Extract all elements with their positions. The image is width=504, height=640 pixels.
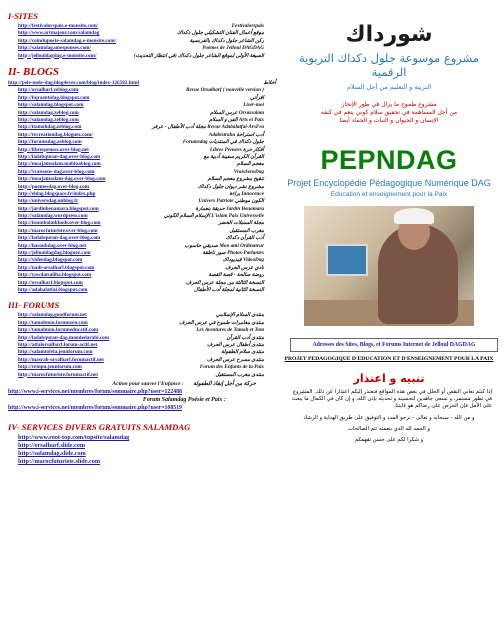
link-title: منتدى مغامرات طموح في عرس الحرف — [179, 319, 264, 326]
link-title: معجم السلام — [236, 161, 264, 168]
list-item[interactable] — [8, 243, 276, 250]
link-url[interactable]: http://universdag.unblog.fr — [18, 198, 79, 205]
link-title: النسخة الثانية لمجلة أدب الأطفال — [193, 287, 264, 293]
link-url[interactable]: http://tamohtom.forumzen.com — [18, 319, 88, 326]
link-title: النسخة الثالثة من مجلة عرس الحرف — [185, 279, 264, 286]
link-title: روضة صالحة - قصة القصة — [208, 272, 264, 279]
link-title: حديقة بنعمارة Jardin Benamara — [195, 205, 264, 212]
link-title: منتدى أطفال عرس الحرف — [206, 341, 264, 348]
link-title: مغرب المستقبل — [229, 227, 264, 234]
blog-lead-url[interactable]: http://pele-mele-dag.blog4ever.com/blog/index-126582.html — [8, 79, 140, 86]
link-url[interactable]: http://moajamsalam-dag.over-blog.com — [18, 176, 106, 183]
link-title: منتدى السلام الإسلامي — [215, 312, 264, 319]
link-url[interactable]: http://rempu.jeunforum.com — [18, 364, 82, 371]
list-item[interactable] — [8, 335, 276, 342]
list-item[interactable] — [8, 38, 276, 45]
forum-action-title: حركة من أجل إنقاذ الطفولة — [193, 380, 256, 387]
list-item[interactable] — [8, 45, 276, 52]
service-link-3[interactable]: http://salamdag.slide.com — [18, 449, 86, 457]
link-title: Forum des Enfants de la Paix — [199, 364, 264, 371]
arabic-tagline: التربية و التعليم من أجل السلام — [346, 83, 432, 91]
link-title: منتدى أدب القرآن — [226, 334, 264, 341]
section-title-services: IV- SERVICES DIVERS GRATUITS SALAMDAG — [8, 421, 191, 432]
section-title-forums: III- FORUMS — [8, 300, 60, 311]
link-url[interactable]: http://forumsdag.zeblog.com — [18, 139, 82, 146]
list-item[interactable] — [8, 154, 276, 161]
link-title: Forumsdag جلول دكداك في المنتديات — [182, 139, 264, 146]
link-url[interactable]: http://salamtofela.jeunforum.com — [18, 349, 93, 356]
forums-list — [8, 312, 276, 379]
link-title: صور ناطقة Photos-Parlantes — [202, 250, 264, 257]
link-title: مجلة أدب الأطفال - عرفر Revue Adabalatfal-ArsFra — [151, 124, 264, 131]
list-item[interactable] — [8, 198, 276, 205]
link-url[interactable]: http://librespenses.over-blog.net — [18, 146, 89, 153]
link-url[interactable]: http://salamdag.goodforum.net — [18, 312, 87, 319]
section-title-sites: I-SITES — [8, 11, 39, 21]
link-title: Poèmes de Jelloul DAGDAG — [202, 45, 264, 52]
arabic-logo: شورداك — [345, 22, 433, 47]
link-title: Adabistraha أدب استراحة — [208, 131, 264, 138]
link-url[interactable]: http://nadi-orsalharf.blogspot.com — [18, 264, 95, 271]
link-url[interactable]: http://ladabquran-dag.mondedarabi.com — [18, 334, 110, 341]
forum-action-label-row — [8, 380, 276, 388]
list-item[interactable] — [8, 184, 276, 191]
link-url[interactable]: http://salamdag.zeblog.com — [18, 109, 79, 116]
link-title: مشروع نشر ديوان جلول دكداك — [197, 183, 264, 190]
list-item[interactable] — [8, 161, 276, 168]
list-item[interactable] — [8, 176, 276, 183]
notice-line-4: و شكرا لكم على حسن تفهمكم — [354, 437, 424, 444]
link-url[interactable]: http://masrah-orsalharf.forumactif.net — [18, 356, 104, 363]
link-title: Liser-moi — [243, 102, 264, 109]
service-link-2[interactable]: http://orsalharf.slide.com — [18, 441, 86, 449]
list-item[interactable] — [8, 139, 276, 146]
link-url[interactable]: http://salamdag.wordpress.com — [18, 213, 88, 220]
link-url[interactable]: http://orsalharf.zeblog.com — [18, 87, 79, 94]
link-url[interactable]: http://jellouldagdag.e-monsite.com/ — [18, 52, 97, 59]
notice-body: إذا كنتم تعاني النقص أو الخلل في بعض هذه المواقع فنعتذر إليكم اعتذارا عن ذلك. المشروع في تطور مستمر، و نسعى جاهدين لتحسينه و تحديثه بإذن الله، و إن كان في الكمال ما يبعث على الأمل فإن الحرص على رضاكم هو غايتنا. — [291, 389, 492, 410]
link-url[interactable]: http://adabalatfal.blogspot.com — [18, 287, 88, 293]
link-url[interactable]: http://moajamsalam.mabloablog.com — [18, 161, 101, 168]
mission-line-3: الإنسان و الحيوان و النبات و الجماد أيضا — [339, 117, 439, 124]
list-item[interactable] — [8, 30, 276, 37]
link-url[interactable]: http://marocfuturiste.forumactif.net — [18, 371, 99, 378]
notice-line-3: و الحمد لله الذي بنعمته تتم الصالحات — [348, 425, 430, 432]
forum-poesie-label: Forum Salamdag Poésie et Paix : — [142, 396, 226, 403]
link-url[interactable]: http://salamdag.blogspot.com — [18, 102, 84, 109]
link-title: نادي عرس الحرف — [225, 264, 264, 271]
link-title: الفن و السلام Arts et Paix — [208, 117, 264, 124]
link-title: براءة Innocence — [229, 190, 264, 197]
author-photo — [304, 206, 474, 326]
project-title: PROJET PEDAGOGIQUE D'EDUCATION ET D'ENSEIGNEMENT POUR LA PAIX — [284, 356, 494, 362]
list-item[interactable] — [8, 87, 276, 94]
list-item[interactable] — [8, 320, 276, 327]
link-title: Festivalorspais — [231, 23, 264, 29]
list-item[interactable] — [8, 280, 276, 287]
link-title: تنقيح مشروع معجم السلام — [207, 176, 264, 183]
list-item[interactable] — [8, 110, 276, 117]
forum-action-label: Action pour sauver l'Enfance : — [112, 380, 184, 387]
link-url[interactable]: http://festivalorspais.e-monsite.com/ — [18, 23, 99, 29]
mission-line-1: مشروع طموح ما يزال في طور الإنجاز — [341, 101, 437, 108]
list-item[interactable] — [8, 372, 276, 379]
link-title: منتدى مسرح عرس الحرف — [206, 356, 264, 363]
link-url[interactable]: http://videodag.blogspot.com — [18, 257, 83, 264]
list-item[interactable] — [8, 357, 276, 364]
pepndag-tagline: Education et enseignement pour la Paix — [330, 191, 448, 198]
blogs-list — [8, 87, 276, 294]
arabic-mission — [282, 101, 496, 125]
list-item[interactable] — [8, 312, 276, 319]
list-item[interactable] — [8, 257, 276, 264]
link-url[interactable]: http://recreationdag.bloguez.com/ — [18, 131, 93, 138]
service-link-1[interactable]: http://www.root-top.com/topsite/salamdag — [18, 433, 130, 441]
link-url[interactable]: http://rawdatsaliha.blogspot.com — [18, 272, 92, 279]
link-url[interactable]: http://itamohdag.zeblog.com — [18, 124, 82, 131]
link-url[interactable]: http://liqraentidag.blogspot.com — [18, 94, 90, 101]
list-item[interactable] — [8, 349, 276, 356]
link-url[interactable]: http://marocfuturiste.over-blog.com — [18, 227, 98, 234]
section-title-blogs: II- BLOGS — [8, 65, 60, 78]
link-title: منتدى مغرب المستقبل — [215, 371, 264, 378]
list-item[interactable] — [8, 364, 276, 371]
link-title: Revue Orsalharf ( nouvelle version ) — [186, 87, 264, 94]
photo-monitor — [326, 244, 368, 276]
forum-poesie-url[interactable]: http://www.i-services.net/membres/forum/sommaire.php?user=108519 — [8, 404, 182, 411]
link-title: Libres Pensées أفكار حرة — [209, 146, 264, 153]
list-item[interactable] — [8, 206, 276, 213]
link-url[interactable]: http://vraissens-dag.over-blog.com — [18, 168, 95, 175]
notice-line-2: و من الله - سبحانه و تعالى - نرجو المدد و التوفيق على طريق الهداية و الرشاد — [303, 414, 475, 421]
notice-title: تنبيه و اعتذار — [353, 372, 425, 385]
link-url[interactable]: http://hasoubdag.over-blog.net — [18, 242, 87, 249]
arabic-subtitle: مشروع موسوعة جلول دكداك التربوية الرقمية — [298, 51, 480, 79]
link-title: فيديوداك VideoDag — [222, 257, 264, 264]
sites-list — [8, 23, 276, 60]
link-title: القرآن الكريم سفينة أدبية مع — [203, 153, 264, 160]
link-title: موقع أعمال الفنان التشكيلي جلول دكداك — [177, 30, 264, 37]
link-title: Les Aventures de Tamoh et Tom — [196, 327, 264, 334]
link-title: الصيغة الأولى لموقع الشاعر جلول دكداك (في انتظار التحديث) — [133, 52, 264, 59]
list-item[interactable] — [8, 53, 276, 60]
list-item[interactable] — [8, 102, 276, 109]
list-item[interactable] — [8, 124, 276, 131]
list-item[interactable] — [8, 220, 276, 227]
link-url[interactable]: http://jardinbenamara.blogspot.com — [18, 205, 99, 212]
list-item[interactable] — [8, 287, 276, 294]
link-url[interactable]: http://salamdag.zeblog.com — [18, 117, 79, 124]
list-item[interactable] — [8, 272, 276, 279]
link-title: الإسلام السلام الكوني L'islam Paix Universelle — [164, 213, 264, 220]
link-title: اقرأني — [250, 94, 264, 101]
link-title: أدب القرآن دكداك — [225, 235, 264, 242]
photo-cap — [394, 208, 434, 224]
list-item[interactable] — [8, 147, 276, 154]
link-url[interactable]: http://ladabquran-dag.over-blog.com — [18, 153, 101, 160]
link-url[interactable]: http://atfalorsalharf.forum-actif.net — [18, 341, 98, 348]
link-url[interactable]: http://ladabquran-dag.over-blog.com — [18, 235, 101, 242]
link-title: صديقي حاسوب Mon ami Ordinateur — [184, 242, 264, 249]
link-url[interactable]: http://tamohtom.forumeducatif.com — [18, 327, 99, 334]
link-url[interactable]: http://poemesdag.over-blog.com — [18, 183, 89, 190]
link-title: Univers Patriote الكون موطني — [198, 198, 264, 205]
forum-action-url[interactable]: http://www.i-services.net/membres/forum/sommaire.php?user=122488 — [8, 388, 182, 395]
link-title: VraisSensDag — [233, 168, 264, 175]
link-url[interactable]: http://coindupoete-salamdag.e-monsite.com/ — [18, 37, 116, 44]
link-url[interactable]: http://www.artmajeur.com/salamdag — [18, 30, 100, 37]
service-link-4[interactable]: http://marocfuturiste.slide.com — [18, 457, 101, 465]
link-title: منتدى سلام الطفولة — [221, 349, 264, 356]
link-title: عرس السلام Orsassalam — [210, 109, 264, 116]
list-item[interactable] — [8, 327, 276, 334]
right-column — [282, 8, 496, 444]
link-url[interactable]: http://eldag.blogspace.fr/index.php — [18, 190, 96, 197]
list-item[interactable] — [8, 235, 276, 242]
blog-lead-title: أخلاط — [263, 79, 276, 86]
pepndag-subtitle: Projet Encyclopédie Pédagogique Numérique DAG — [287, 178, 491, 188]
link-url[interactable]: http://orsalharf.blogspot.com — [18, 279, 83, 286]
link-title: مجلة السنبلات الخضر — [218, 220, 264, 227]
list-item[interactable] — [8, 95, 276, 102]
mission-line-2: من أجل المساهمة في تحقيق سلام كوني ينعم في كنفه — [320, 109, 458, 116]
pepndag-title: PEPNDAG — [320, 145, 458, 175]
link-title: ركن الشاعر جلول دكداك بالفرنسية — [189, 37, 264, 44]
link-url[interactable]: http://salamdag.unesponses.com/ — [18, 45, 91, 52]
link-url[interactable]: http://isounbolatkhodr.over-blog.com — [18, 220, 101, 227]
link-url[interactable]: http://jellouldagdag.bloguez.com — [18, 250, 91, 257]
left-column — [8, 8, 276, 466]
addresses-box: Adresses des Sites, Blogs, et Forums Internet de Jelloul DAGDAG — [290, 338, 498, 352]
